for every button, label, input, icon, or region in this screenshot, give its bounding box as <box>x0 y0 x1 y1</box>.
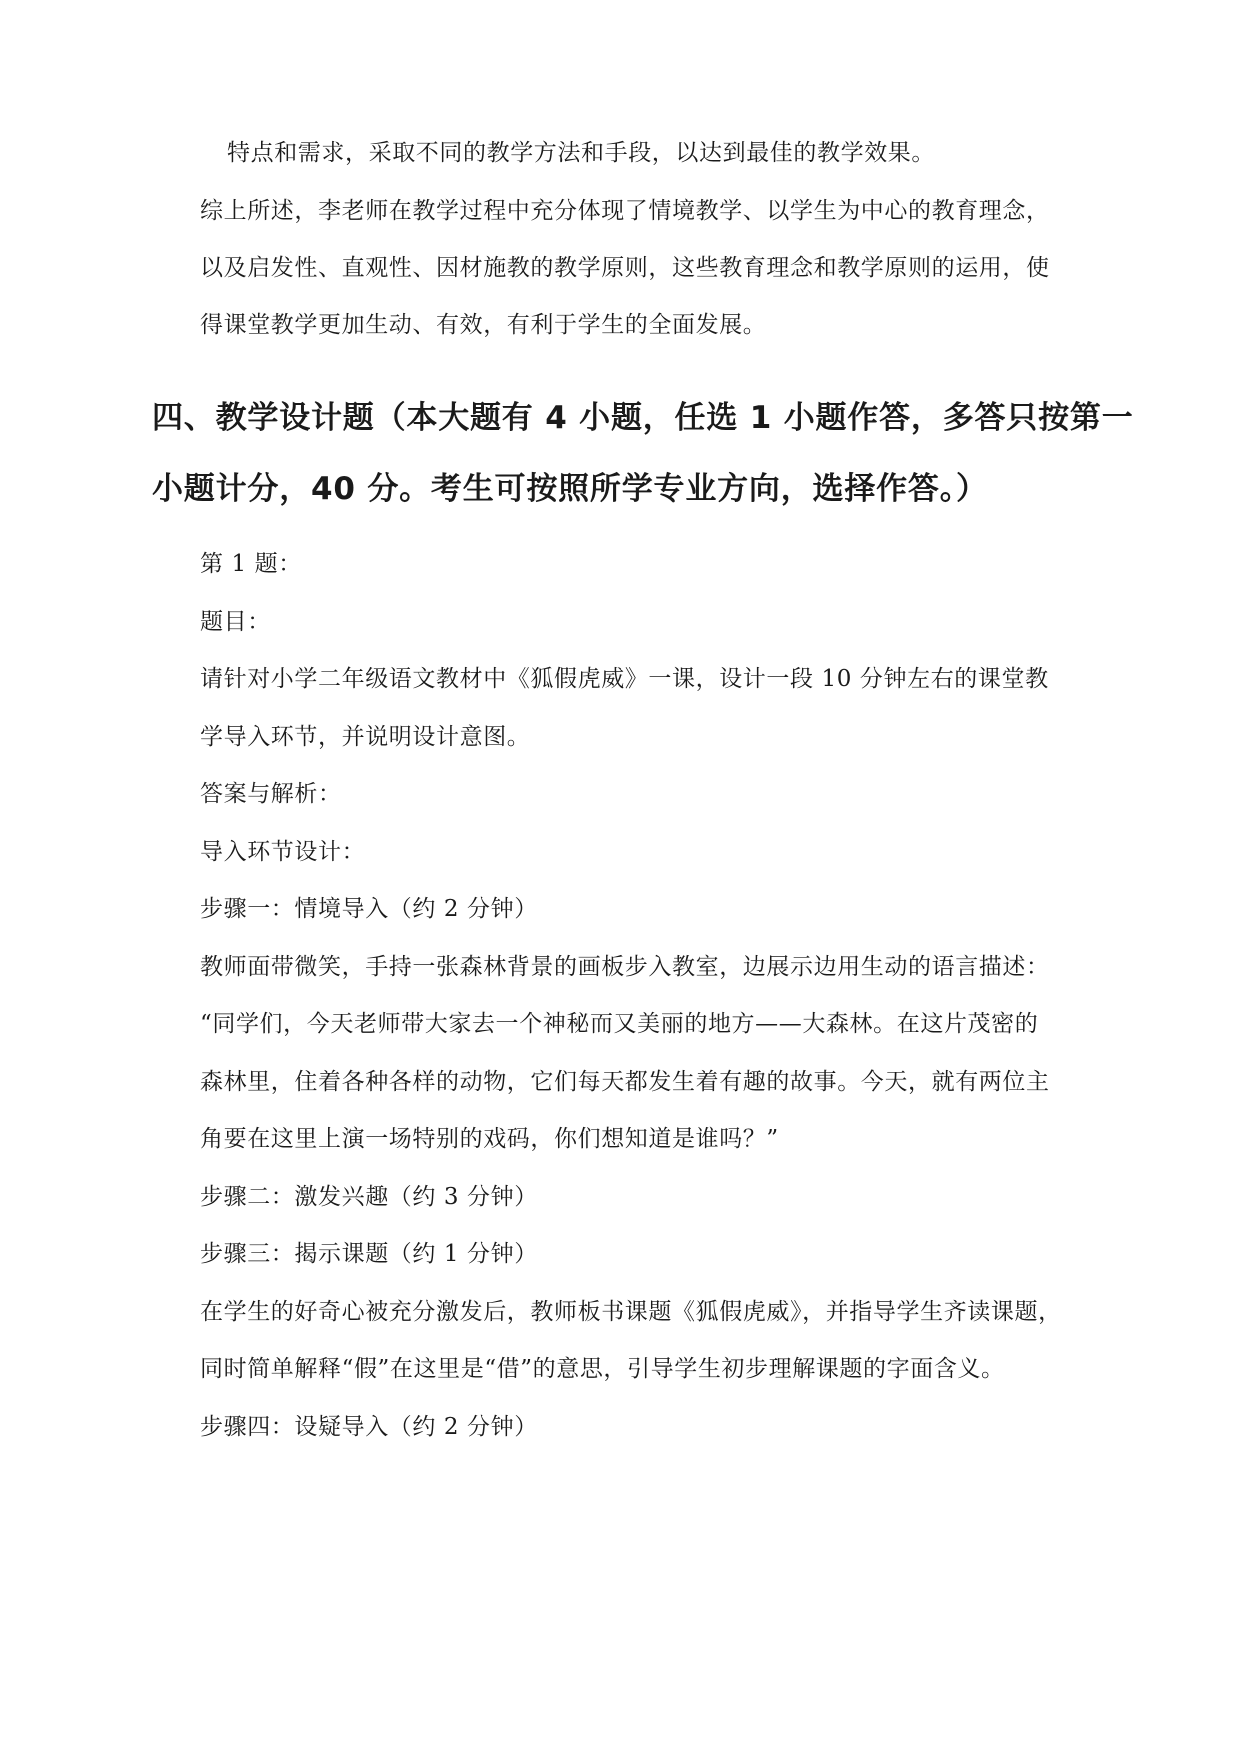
answer-label: 答案与解析： <box>200 781 342 807</box>
section-heading-line: 四、教学设计题（本大题有 4 小题，任选 1 小题作答，多答只按第一 <box>152 400 1134 436</box>
step1-text-line: 角要在这里上演一场特别的戏码，你们想知道是谁吗？” <box>200 1126 779 1152</box>
step1-text-line: 森林里，住着各种各样的动物，它们每天都发生着有趣的故事。今天，就有两位主 <box>200 1069 1050 1095</box>
section-heading-line: 小题计分，40 分。考生可按照所学专业方向，选择作答。） <box>152 471 988 507</box>
step1-title: 步骤一：情境导入（约 2 分钟） <box>200 896 538 922</box>
summary-paragraph-line: 得课堂教学更加生动、有效，有利于学生的全面发展。 <box>200 312 767 338</box>
question-label: 第 1 题： <box>200 551 302 577</box>
topic-label: 题目： <box>200 609 271 635</box>
continued-paragraph-line: 特点和需求，采取不同的教学方法和手段，以达到最佳的教学效果。 <box>227 140 935 166</box>
step1-text-line: “同学们，今天老师带大家去一个神秘而又美丽的地方——大森林。在这片茂密的 <box>200 1011 1039 1037</box>
topic-text-line: 学导入环节，并说明设计意图。 <box>200 724 531 750</box>
step2-title: 步骤二：激发兴趣（约 3 分钟） <box>200 1184 538 1210</box>
summary-paragraph-line: 综上所述，李老师在教学过程中充分体现了情境教学、以学生为中心的教育理念， <box>200 198 1050 224</box>
step4-title: 步骤四：设疑导入（约 2 分钟） <box>200 1414 538 1440</box>
summary-paragraph-line: 以及启发性、直观性、因材施教的教学原则，这些教育理念和教学原则的运用，使 <box>200 255 1050 281</box>
step3-text-line: 同时简单解释“假”在这里是“借”的意思，引导学生初步理解课题的字面含义。 <box>200 1356 1005 1382</box>
step3-title: 步骤三：揭示课题（约 1 分钟） <box>200 1241 538 1267</box>
step3-text-line: 在学生的好奇心被充分激发后，教师板书课题《狐假虎威》，并指导学生齐读课题， <box>200 1299 1062 1325</box>
step1-text-line: 教师面带微笑，手持一张森林背景的画板步入教室，边展示边用生动的语言描述： <box>200 954 1050 980</box>
design-label: 导入环节设计： <box>200 839 366 865</box>
topic-text-line: 请针对小学二年级语文教材中《狐假虎威》一课，设计一段 10 分钟左右的课堂教 <box>200 666 1049 692</box>
